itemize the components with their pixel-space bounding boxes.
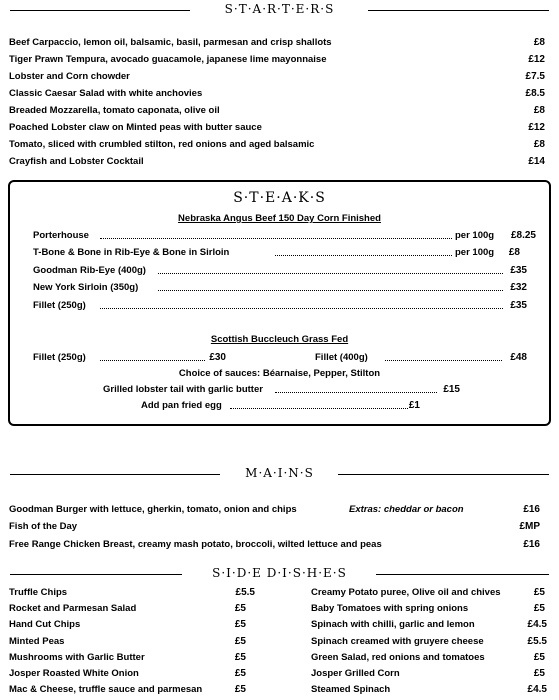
starter-item: Tiger Prawn Tempura, avocado guacamole, japanese lime mayonnaise [9,54,327,65]
steak-item: Porterhouse [33,230,89,241]
starter-item: Lobster and Corn chowder [9,71,130,82]
dot-leader [158,290,503,291]
dot-leader [100,308,503,309]
dot-leader [385,360,502,361]
scottish-fillet-large-price: £48 [510,352,527,363]
steak-price: £35 [510,265,527,276]
lobster-tail-price: £15 [443,384,460,395]
main-item: Fish of the Day [9,521,78,532]
starter-price: £8.5 [525,88,545,99]
sides-heading: S·I·D·E D·I·S·H·E·S [212,566,347,580]
steak-price: £32 [510,282,527,293]
side-item: Baby Tomatoes with spring onions [311,603,469,614]
side-item: Mac & Cheese, truffle sauce and parmesan [9,684,203,695]
side-item: Truffle Chips [9,587,68,598]
side-price: £5 [533,603,545,614]
side-price: £4.5 [527,684,547,695]
mains-heading: M·A·I·N·S [245,466,314,480]
side-price: £4.5 [527,619,547,630]
starter-price: £7.5 [525,71,545,82]
side-item: Spinach with chilli, garlic and lemon [311,619,475,630]
side-price: £5 [533,668,545,679]
main-extra: Extras: cheddar or bacon [349,504,464,515]
starter-item: Crayfish and Lobster Cocktail [9,156,144,167]
main-item: Goodman Burger with lettuce, gherkin, tomato, onion and chips [9,504,297,515]
scottish-fillet-small-price: £30 [209,352,226,363]
starters-heading: S·T·A·R·T·E·R·S [224,2,335,16]
dot-leader [275,392,437,393]
steak-item: New York Sirloin (350g) [33,282,139,293]
side-price: £5.5 [235,587,255,598]
side-price: £5.5 [527,636,547,647]
side-item: Green Salad, red onions and tomatoes [311,652,485,663]
egg-price: £1 [408,400,420,411]
steak-item: Goodman Rib-Eye (400g) [33,265,146,276]
main-item: Free Range Chicken Breast, creamy mash potato, broccoli, wilted lettuce and peas [9,539,382,550]
main-price: £16 [523,504,540,515]
side-item: Josper Roasted White Onion [9,668,139,679]
nebraska-heading: Nebraska Angus Beef 150 Day Corn Finished [178,213,381,224]
side-price: £5 [533,587,545,598]
steak-item: Fillet (250g) [33,300,86,311]
main-price: £16 [523,539,540,550]
sides-section-title [0,566,559,582]
side-price: £5 [533,652,545,663]
side-item: Creamy Potato puree, Olive oil and chives [311,587,501,598]
side-item: Minted Peas [9,636,65,647]
side-price: £5 [234,619,246,630]
steak-unit: per 100g [455,230,495,241]
starter-item: Poached Lobster claw on Minted peas with butter sauce [9,122,262,133]
egg-extra: Add pan fried egg [141,400,222,411]
starter-price: £12 [528,122,545,133]
scottish-fillet-large: Fillet (400g) [315,352,368,363]
side-price: £5 [234,684,246,695]
steak-unit: per 100g [455,247,495,258]
scottish-fillet-small: Fillet (250g) [33,352,86,363]
starter-price: £12 [528,54,545,65]
starter-item: Beef Carpaccio, lemon oil, balsamic, basil, parmesan and crisp shallots [9,37,332,48]
side-price: £5 [234,668,246,679]
steak-item: T-Bone & Bone in Rib-Eye & Bone in Sirloin [33,247,230,258]
side-item: Spinach creamed with gruyere cheese [311,636,484,647]
steaks-section-title [0,190,559,208]
starter-item: Tomato, sliced with crumbled stilton, red onions and aged balsamic [9,139,315,150]
starter-price: £8 [533,139,545,150]
main-price: £MP [519,521,540,532]
starter-price: £8 [533,105,545,116]
starter-price: £14 [528,156,545,167]
steak-price: £8.25 [510,230,536,241]
mains-section-title [0,466,559,482]
dot-leader [158,273,503,274]
side-item: Rocket and Parmesan Salad [9,603,137,614]
side-price: £5 [234,603,246,614]
steaks-heading: S·T·E·A·K·S [233,190,326,206]
side-item: Hand Cut Chips [9,619,81,630]
dot-leader [100,238,452,239]
scottish-heading: Scottish Buccleuch Grass Fed [210,334,349,345]
dot-leader [275,255,452,256]
side-price: £5 [234,652,246,663]
starters-section-title [0,2,559,18]
starter-item: Classic Caesar Salad with white anchovies [9,88,203,99]
starter-item: Breaded Mozzarella, tomato caponata, olive oil [9,105,220,116]
side-item: Josper Grilled Corn [311,668,400,679]
side-item: Mushrooms with Garlic Butter [9,652,145,663]
side-price: £5 [234,636,246,647]
starter-price: £8 [533,37,545,48]
steak-price: £8 [508,247,520,258]
side-item: Steamed Spinach [311,684,391,695]
steak-price: £35 [510,300,527,311]
sauce-choice: Choice of sauces: Béarnaise, Pepper, Stilton [178,368,381,379]
lobster-tail-extra: Grilled lobster tail with garlic butter [103,384,263,395]
